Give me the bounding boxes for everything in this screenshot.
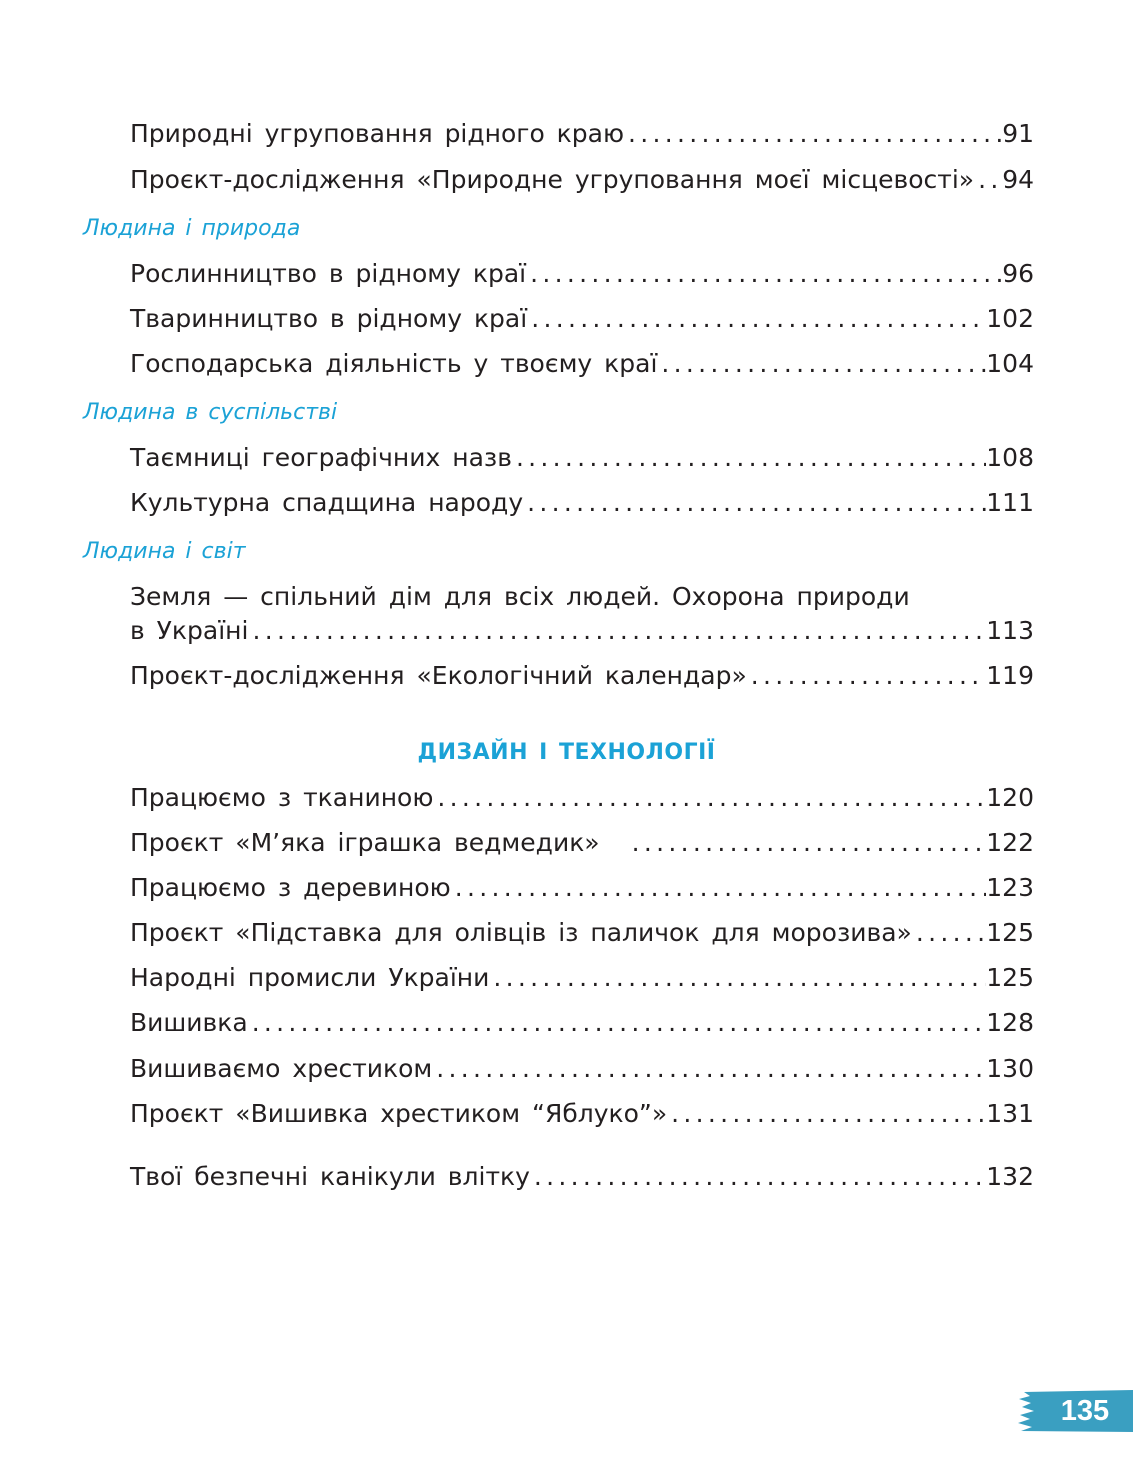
toc-entry: [130, 1097, 1034, 1131]
toc-entry: [130, 441, 1034, 475]
section-heading: Людина і природа: [83, 216, 301, 241]
dot-leader: [526, 257, 1002, 291]
page-number: 135: [1060, 1395, 1110, 1427]
toc-entry-page: 96: [1002, 259, 1034, 288]
toc-entry: [130, 1052, 1034, 1086]
toc-entry-page: 113: [986, 616, 1034, 645]
toc-entry-title: Таємниці географічних назв: [130, 443, 512, 472]
dot-leader: [489, 961, 986, 995]
section-heading: Людина в суспільстві: [83, 400, 338, 425]
toc-entry-title: Проєкт «М’яка іграшка ведмедик»: [130, 828, 600, 857]
toc-entry: [130, 871, 1034, 905]
toc-entry: [130, 916, 1034, 950]
toc-entry-page: 104: [986, 349, 1034, 378]
dot-leader: [628, 826, 987, 860]
toc-entry: [130, 163, 1034, 197]
toc-entry-line2: [130, 614, 1034, 648]
toc-entry: [130, 580, 1034, 648]
toc-entry-page: 119: [986, 661, 1034, 690]
toc-entry: [130, 486, 1034, 520]
toc-entry-page: 91: [1002, 119, 1034, 148]
toc-entry-page: 130: [986, 1054, 1034, 1083]
dot-leader: [248, 1006, 987, 1040]
chapter-heading: ДИЗАЙН І ТЕХНОЛОГІЇ: [417, 740, 716, 765]
toc-entry-title-line2: в Україні: [130, 616, 249, 645]
toc-entry-page: 120: [986, 783, 1034, 812]
toc-entry-page: 125: [986, 918, 1034, 947]
dot-leader: [530, 1160, 986, 1194]
section-heading: Людина і світ: [83, 539, 246, 564]
toc-entry-title: Проєкт «Підставка для олівців із паличок для морозива»: [130, 918, 912, 947]
toc-entry: [130, 257, 1034, 291]
toc-entry-title: Рослинництво в рідному краї: [130, 259, 527, 288]
dot-leader: [433, 781, 986, 815]
dot-leader: [248, 614, 986, 648]
toc-entry-title-line1: Земля — спільний дім для всіх людей. Охорона природи: [130, 582, 910, 611]
toc-entry-title: Культурна спадщина народу: [130, 488, 524, 517]
toc-entry-page: 132: [986, 1162, 1034, 1191]
toc-entry-page: 102: [986, 304, 1034, 333]
toc-entry-page: 123: [986, 873, 1034, 902]
toc-entry-page: 108: [986, 443, 1034, 472]
dot-leader: [432, 1052, 986, 1086]
toc-entry-title: Тваринництво в рідному краї: [130, 304, 528, 333]
toc-entry-page: 128: [986, 1008, 1034, 1037]
dot-leader: [747, 659, 987, 693]
toc-entry-page: 122: [986, 828, 1034, 857]
toc-entry: [130, 781, 1034, 815]
toc-entry-title: Вишиваємо хрестиком: [130, 1054, 433, 1083]
toc-entry-title: Твої безпечні канікули влітку: [130, 1162, 530, 1191]
toc-entry-title: Господарська діяльність у твоєму краї: [130, 349, 658, 378]
page-number-tab: [1018, 1388, 1133, 1434]
toc-entry-title: Природні угруповання рідного краю: [130, 119, 625, 148]
toc-entry-title: Проєкт «Вишивка хрестиком “Яблуко”»: [130, 1099, 668, 1128]
toc-entry-page: 131: [986, 1099, 1034, 1128]
toc-entry-page: 125: [986, 963, 1034, 992]
dot-leader: [451, 871, 987, 905]
dot-leader: [527, 302, 986, 336]
toc-entry: [130, 826, 1034, 860]
toc-entry-title: Працюємо з деревиною: [130, 873, 451, 902]
toc-entry: [130, 117, 1034, 151]
toc-entry-title: Проєкт-дослідження «Екологічний календар»: [130, 661, 747, 690]
dot-leader: [912, 916, 986, 950]
toc-entry-title: Народні промисли України: [130, 963, 490, 992]
dot-leader: [974, 163, 1002, 197]
dot-leader: [624, 117, 1002, 151]
toc-entry-page: 111: [986, 488, 1034, 517]
toc-entry: [130, 961, 1034, 995]
dot-leader: [657, 347, 986, 381]
toc-entry: [130, 302, 1034, 336]
toc-entry: [130, 1006, 1034, 1040]
toc-entry: [130, 347, 1034, 381]
toc-entry: [130, 659, 1034, 693]
dot-leader: [523, 486, 986, 520]
toc-entry-title: Працюємо з тканиною: [130, 783, 434, 812]
dot-leader: [512, 441, 986, 475]
dot-leader: [667, 1097, 986, 1131]
toc-entry-title: Вишивка: [130, 1008, 248, 1037]
toc-entry: [130, 1160, 1034, 1194]
toc-entry-page: 94: [1002, 165, 1034, 194]
toc-entry-title: Проєкт-дослідження «Природне угруповання моєї місцевості»: [130, 165, 975, 194]
